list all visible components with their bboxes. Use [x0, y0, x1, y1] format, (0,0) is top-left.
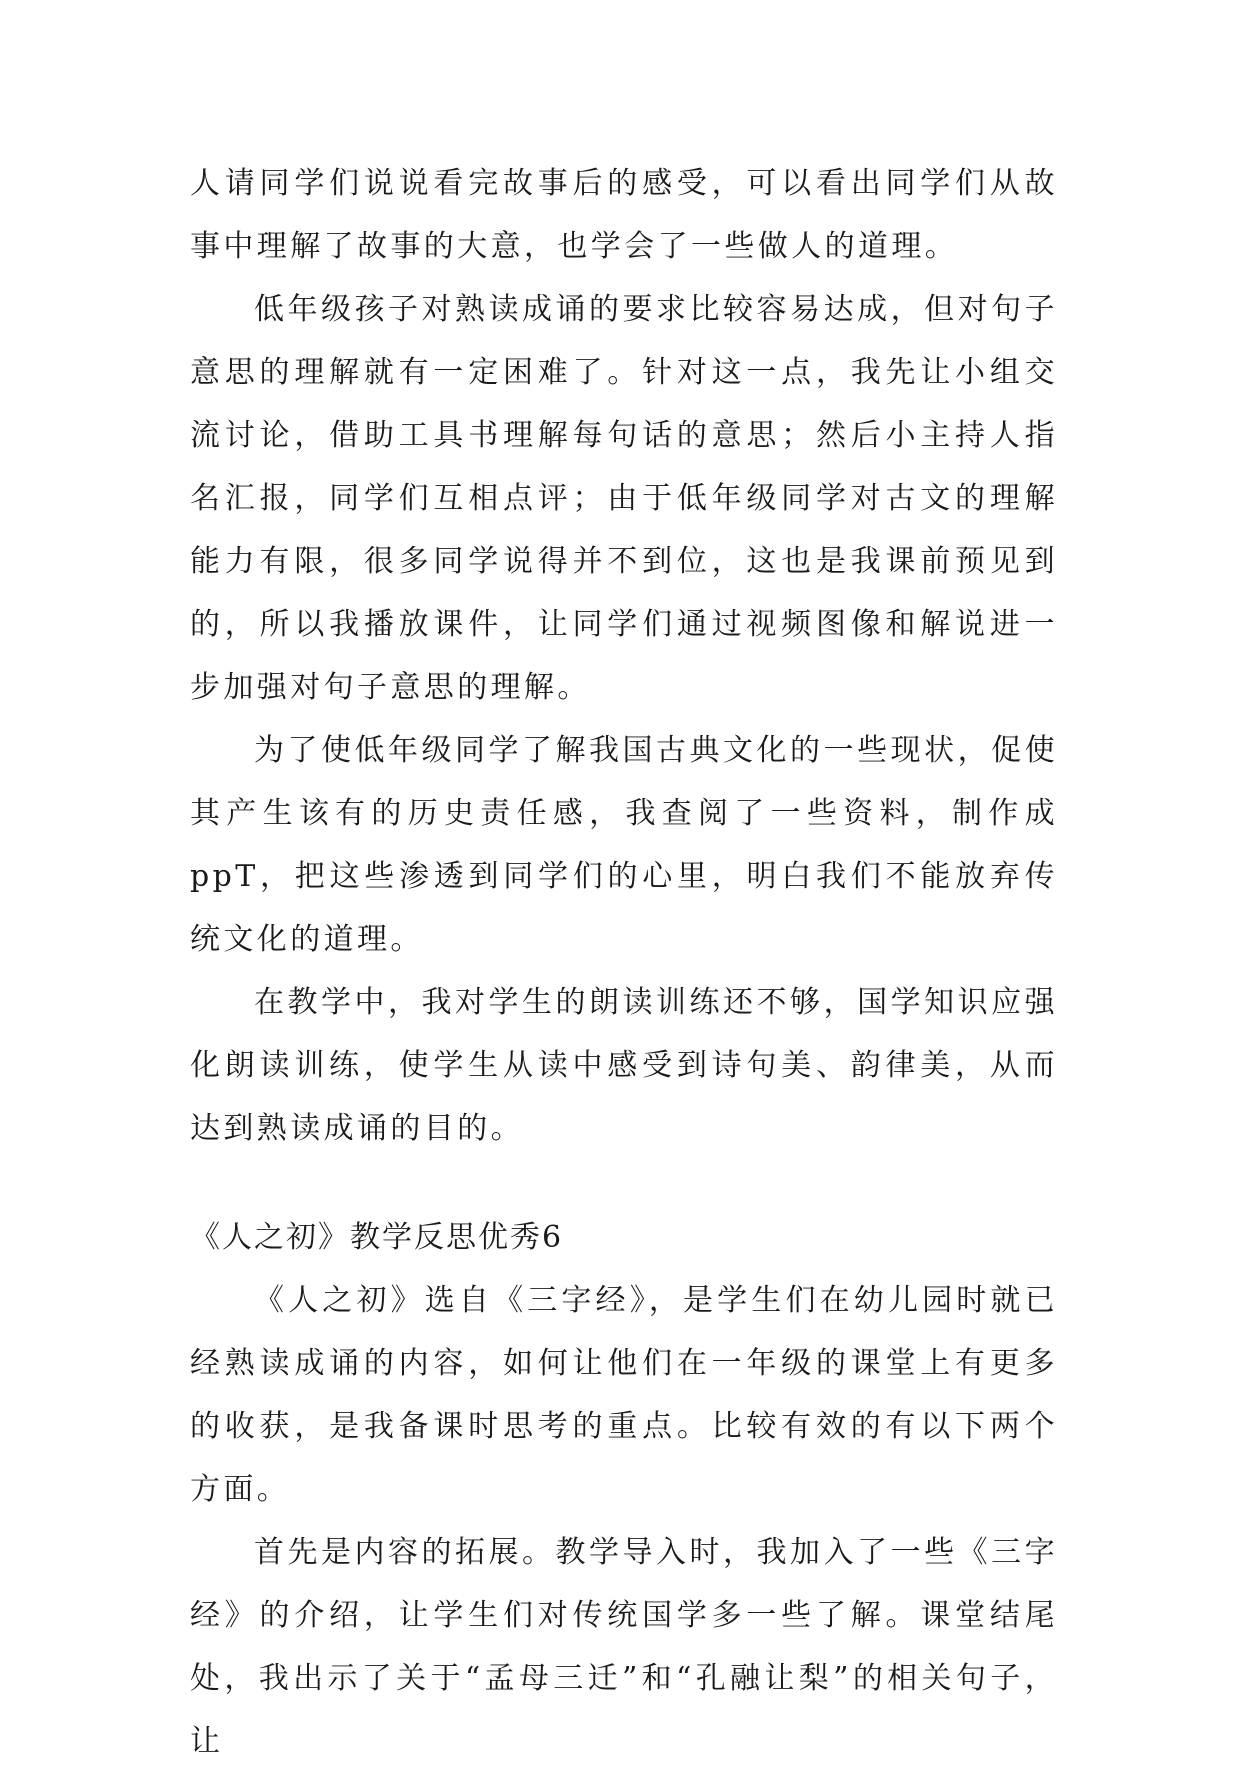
- paragraph: 在教学中，我对学生的朗读训练还不够，国学知识应强化朗读训练，使学生从读中感受到诗句美、韵律美，从而达到熟读成诵的目的。: [190, 985, 1058, 1146]
- section-heading: 《人之初》教学反思优秀6: [190, 1220, 564, 1255]
- paragraph: 低年级孩子对熟读成诵的要求比较容易达成，但对句子意思的理解就有一定困难了。针对这一点，我先让小组交流讨论，借助工具书理解每句话的意思；然后小主持人指名汇报，同学们互相点评；由于低年级同学对古文的理解能力有限，很多同学说得并不到位，这也是我课前预见到的，所以我播放课件，让同学们通过视频图像和解说进一步加强对句子意思的理解。: [190, 292, 1058, 705]
- paragraph: 《人之初》选自《三字经》，是学生们在幼儿园时就已经熟读成诵的内容，如何让他们在一年级的课堂上有更多的收获，是我备课时思考的重点。比较有效的有以下两个方面。: [190, 1283, 1058, 1507]
- paragraph: 首先是内容的拓展。教学导入时，我加入了一些《三字经》的介绍，让学生们对传统国学多一些了解。课堂结尾处，我出示了关于“孟母三迁”和“孔融让梨”的相关句子，让: [190, 1535, 1058, 1759]
- paragraph: 为了使低年级同学了解我国古典文化的一些现状，促使其产生该有的历史责任感，我查阅了一些资料，制作成ppT，把这些渗透到同学们的心里，明白我们不能放弃传统文化的道理。: [190, 733, 1058, 957]
- paragraph: 人请同学们说说看完故事后的感受，可以看出同学们从故事中理解了故事的大意，也学会了一些做人的道理。: [190, 166, 1058, 264]
- document-body: [190, 152, 1058, 1773]
